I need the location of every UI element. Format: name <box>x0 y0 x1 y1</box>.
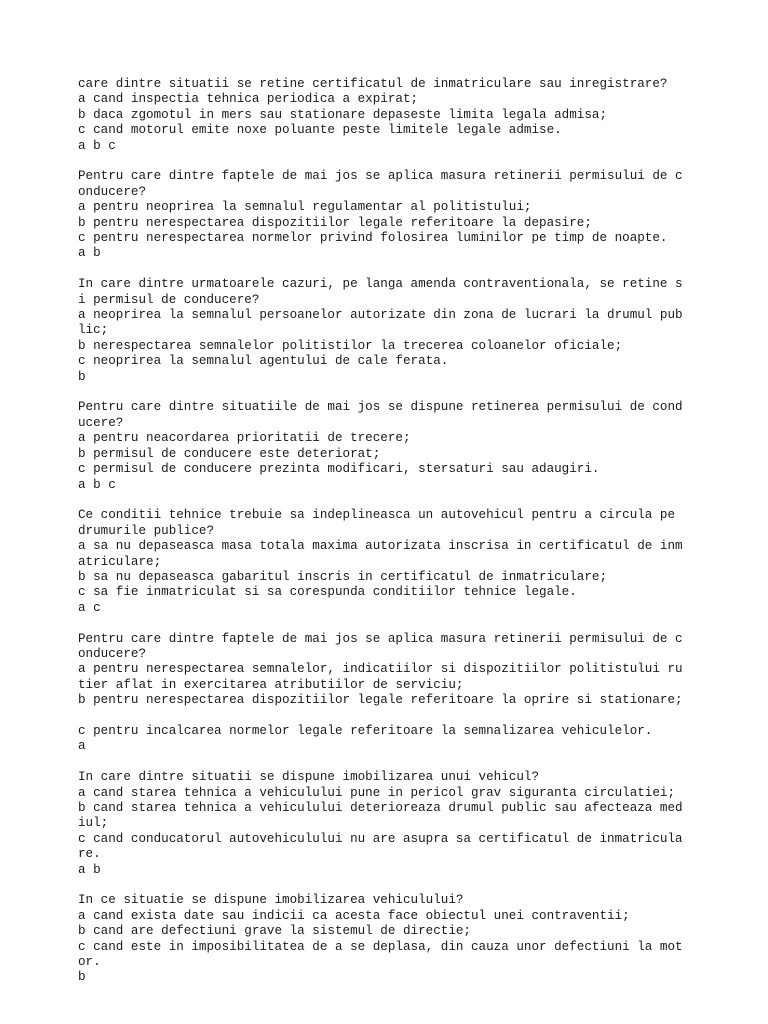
answer-key: a <box>78 739 86 754</box>
question-text: Pentru care dintre situatiile de mai jos se dispune retinerea permisului de cond <box>78 400 683 415</box>
option-c-cont: or. <box>78 955 101 970</box>
blank-line <box>78 709 758 724</box>
option-a: a pentru neoprirea la semnalul regulamentar al politistului; <box>78 200 532 215</box>
option-c: c sa fie inmatriculat si sa corespunda conditiilor tehnice legale. <box>78 585 577 600</box>
option-c: c permisul de conducere prezinta modificari, stersaturi sau adaugiri. <box>78 462 600 477</box>
option-b: b sa nu depaseasca gabaritul inscris in certificatul de inmatriculare; <box>78 569 608 584</box>
option-b: b cand are defectiuni grave la sistemul de directie; <box>78 924 471 939</box>
option-c: c pentru nerespectarea normelor privind folosirea luminilor pe timp de noapte. <box>78 231 668 246</box>
option-c: c neoprirea la semnalul agentului de cale ferata. <box>78 354 449 369</box>
option-c-cont: re. <box>78 847 101 862</box>
answer-key: a b c <box>78 477 116 492</box>
question-block-4 <box>78 400 758 492</box>
question-block-8 <box>78 893 758 985</box>
question-block-7 <box>78 770 758 878</box>
question-text: In ce situatie se dispune imobilizarea vehiculului? <box>78 893 464 908</box>
option-b: b cand starea tehnica a vehiculului deterioreaza drumul public sau afecteaza med <box>78 800 683 815</box>
question-text: Pentru care dintre faptele de mai jos se aplica masura retinerii permisului de c <box>78 169 683 184</box>
answer-key: a b c <box>78 138 116 153</box>
option-a: a pentru neacordarea prioritatii de trecere; <box>78 431 411 446</box>
question-block-3 <box>78 277 758 385</box>
option-c: c cand motorul emite noxe poluante peste limitele legale admise. <box>78 123 562 138</box>
answer-key: b <box>78 970 86 985</box>
option-a-cont: tier aflat in exercitarea atributiilor de serviciu; <box>78 677 464 692</box>
option-a: a cand starea tehnica a vehiculului pune in pericol grav siguranta circulatiei; <box>78 785 676 800</box>
question-block-6 <box>78 632 758 755</box>
option-a: a sa nu depaseasca masa totala maxima autorizata inscrisa in certificatul de inm <box>78 539 683 554</box>
question-text: Pentru care dintre faptele de mai jos se aplica masura retinerii permisului de c <box>78 631 683 646</box>
option-a-cont: atriculare; <box>78 554 162 569</box>
question-text-cont: onducere? <box>78 646 147 661</box>
answer-key: a c <box>78 600 101 615</box>
question-text: Ce conditii tehnice trebuie sa indeplineasca un autovehicul pentru a circula pe <box>78 508 676 523</box>
question-text-cont: onducere? <box>78 184 147 199</box>
option-b: b pentru nerespectarea dispozitiilor legale referitoare la oprire si stationare; <box>78 693 683 708</box>
option-a: a pentru nerespectarea semnalelor, indicatiilor si dispozitiilor politistului ru <box>78 662 683 677</box>
option-b: b daca zgomotul in mers sau stationare depaseste limita legala admisa; <box>78 107 608 122</box>
question-block-1 <box>78 77 758 154</box>
option-b: b permisul de conducere este deteriorat; <box>78 446 381 461</box>
option-c: c cand este in imposibilitatea de a se deplasa, din cauza unor defectiuni la mot <box>78 939 683 954</box>
option-b: b nerespectarea semnalelor politistilor la trecerea coloanelor oficiale; <box>78 338 623 353</box>
question-text-cont: drumurile publice? <box>78 523 215 538</box>
answer-key: b <box>78 369 86 384</box>
question-text: In care dintre urmatoarele cazuri, pe langa amenda contraventionala, se retine s <box>78 277 683 292</box>
option-a: a cand inspectia tehnica periodica a expirat; <box>78 92 419 107</box>
answer-key: a b <box>78 862 101 877</box>
option-b-cont: iul; <box>78 816 109 831</box>
option-c: c cand conducatorul autovehiculului nu are asupra sa certificatul de inmatricula <box>78 831 683 846</box>
question-text-cont: i permisul de conducere? <box>78 292 260 307</box>
question-text: In care dintre situatii se dispune imobilizarea unui vehicul? <box>78 770 540 785</box>
document-page <box>78 77 758 1001</box>
question-block-5 <box>78 508 758 616</box>
option-c: c pentru incalcarea normelor legale referitoare la semnalizarea vehiculelor. <box>78 723 653 738</box>
question-text-cont: ucere? <box>78 415 124 430</box>
option-a-cont: lic; <box>78 323 109 338</box>
option-b: b pentru nerespectarea dispozitiilor legale referitoare la depasire; <box>78 215 592 230</box>
question-block-2 <box>78 169 758 261</box>
answer-key: a b <box>78 246 101 261</box>
option-a: a cand exista date sau indicii ca acesta face obiectul unei contraventii; <box>78 908 630 923</box>
question-text: care dintre situatii se retine certificatul de inmatriculare sau inregistrare? <box>78 77 668 91</box>
option-a: a neoprirea la semnalul persoanelor autorizate din zona de lucrari la drumul pub <box>78 308 683 323</box>
